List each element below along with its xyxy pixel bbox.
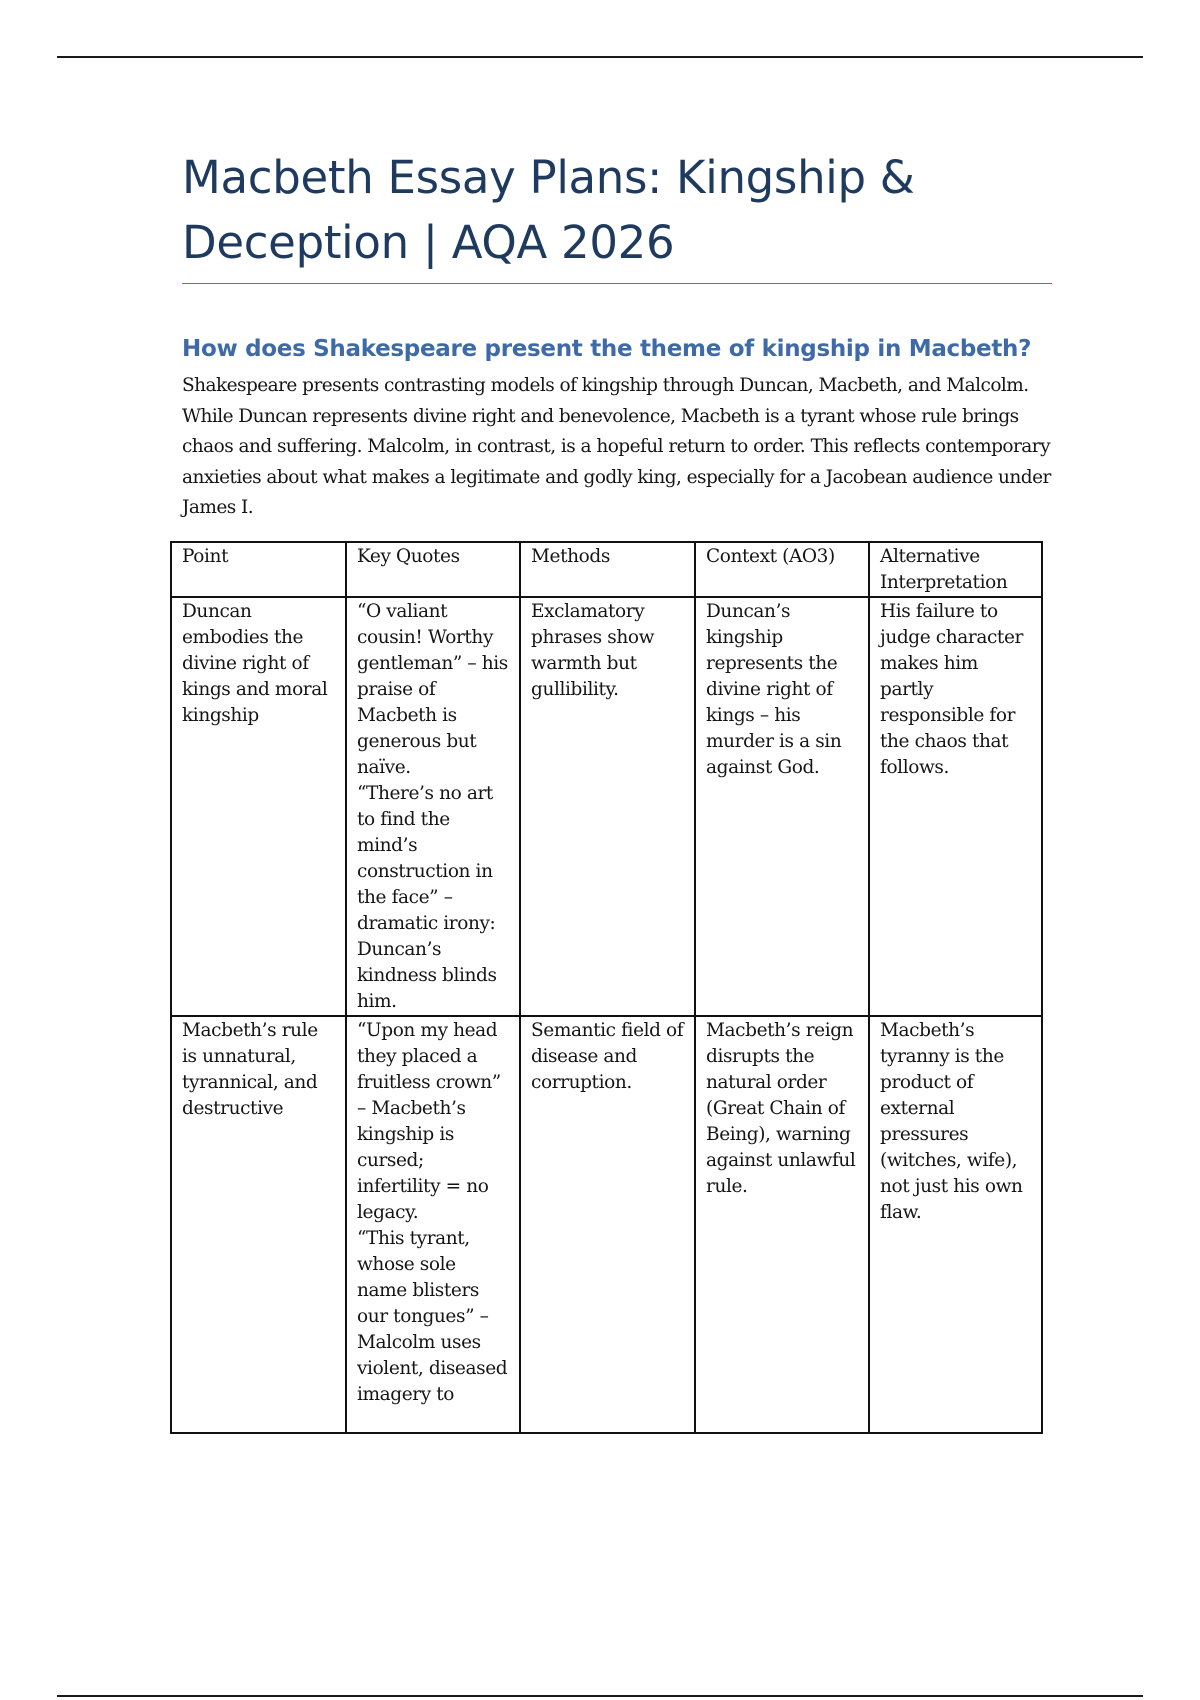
methods-cell: Semantic field of disease and corruption. <box>520 1016 695 1433</box>
key-quotes-clip <box>357 1018 511 1408</box>
column-header-methods: Methods <box>520 542 695 597</box>
key-quote: “Upon my head they placed a fruitless crown” – Macbeth’s kingship is cursed; infertility = no legacy. <box>357 1020 501 1223</box>
key-quotes-cell <box>346 1016 520 1433</box>
context-cell: Duncan’s kingship represents the divine right of kings – his murder is a sin against God. <box>695 597 869 1016</box>
column-header-alternative-interpretation: Alternative Interpretation <box>869 542 1042 597</box>
column-header-context: Context (AO3) <box>695 542 869 597</box>
intro-paragraph: Shakespeare presents contrasting models of kingship through Duncan, Macbeth, and Malcolm. While Duncan represents divine right and benevolence, Macbeth is a tyrant whose rule brings chaos and suffering. Malcolm, in contrast, is a hopeful return to order. This reflects contemporary anxieties about what makes a legitimate and godly king, especially for a Jacobean audience under James I. <box>182 375 1051 518</box>
essay-question-heading: How does Shakespeare present the theme of kingship in Macbeth? <box>182 336 1032 362</box>
key-quote: “O valiant cousin! Worthy gentleman” – his praise of Macbeth is generous but naïve. <box>357 601 508 778</box>
page-title: Macbeth Essay Plans: Kingship & Deception | AQA 2026 <box>182 145 1052 284</box>
column-header-key-quotes: Key Quotes <box>346 542 520 597</box>
essay-plan-table <box>170 541 1043 1434</box>
table-row <box>171 1016 1042 1433</box>
column-header-point: Point <box>171 542 346 597</box>
key-quote: “There’s no art to find the mind’s construction in the face” – dramatic irony: Duncan’s kindness blinds him. <box>357 783 497 1012</box>
table-row <box>171 597 1042 1016</box>
document-body <box>182 145 1052 524</box>
alternative-interpretation-cell: Macbeth’s tyranny is the product of external pressures (witches, wife), not just his own flaw. <box>869 1016 1042 1433</box>
table-header-row <box>171 542 1042 597</box>
methods-cell: Exclamatory phrases show warmth but gullibility. <box>520 597 695 1016</box>
point-cell: Macbeth’s rule is unnatural, tyrannical, and destructive <box>171 1016 346 1433</box>
key-quote: “This tyrant, whose sole name blisters our tongues” – Malcolm uses violent, diseased imagery to <box>357 1228 508 1405</box>
key-quotes-cell <box>346 597 520 1016</box>
page-bottom-rule <box>57 1695 1143 1697</box>
context-cell: Macbeth’s reign disrupts the natural order (Great Chain of Being), warning against unlawful rule. <box>695 1016 869 1433</box>
point-cell: Duncan embodies the divine right of kings and moral kingship <box>171 597 346 1016</box>
page-top-rule <box>57 56 1143 58</box>
alternative-interpretation-cell: His failure to judge character makes him partly responsible for the chaos that follows. <box>869 597 1042 1016</box>
